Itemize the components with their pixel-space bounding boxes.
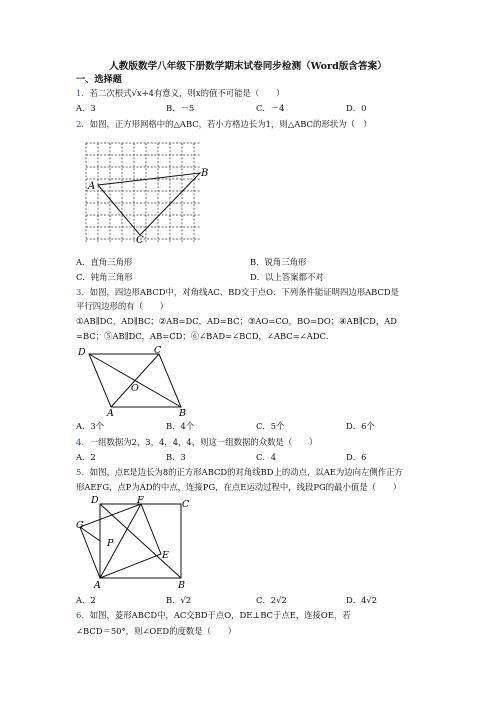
question-number: 2．	[76, 119, 90, 129]
option-b: B．－5	[166, 103, 195, 113]
q3-conditions-line2: =BC；⑤AB∥DC，AB=CD；⑥∠BAD=∠BCD，∠ABC=∠ADC．	[76, 331, 335, 341]
q5-options	[76, 594, 436, 606]
question-text-line1: 如图，菱形ABCD中，AC交BD于点O，DE⊥BC于点E，连接OE，若	[89, 610, 351, 620]
question-number: 3．	[76, 287, 90, 297]
option-b: B．锐角三角形	[250, 257, 307, 267]
label-o: O	[131, 383, 139, 394]
q1-options	[76, 102, 436, 114]
option-b: B．3	[166, 452, 186, 462]
question-5	[76, 466, 428, 478]
grid-triangle-figure	[84, 140, 214, 246]
question-text: 一组数据为2，3，4，4，4，则这一组数据的众数是（ ）	[89, 437, 318, 447]
option-c: C．5个	[256, 421, 285, 431]
question-text-line1: 如图，点E是边长为8的正方形ABCD的对角线BD上的动点，以AE为边向左侧作正方	[89, 467, 403, 477]
option-c: C．－4	[256, 103, 285, 113]
section-heading: 一、选择题	[76, 74, 122, 85]
option-a: A．直角三角形	[76, 257, 133, 267]
option-d: D．6个	[346, 421, 375, 431]
q2-options-row2	[76, 271, 436, 283]
question-5-line2: 形AEFG，点P为AD的中点，连接PG，在点E运动过程中，线段PG的最小值是（ ）	[76, 482, 402, 492]
question-3	[76, 286, 428, 298]
q3-options	[76, 420, 436, 432]
option-d: D．0	[346, 103, 367, 113]
label-a: A	[88, 181, 96, 192]
question-number: 5．	[76, 467, 90, 477]
label-e: E	[162, 550, 169, 561]
label-g: G	[76, 520, 84, 531]
option-a: A．3	[76, 103, 96, 113]
label-p: P	[107, 538, 114, 549]
option-a: A．2	[76, 595, 96, 605]
option-b: B．√2	[166, 595, 192, 605]
label-d: D	[91, 496, 99, 506]
option-c: C．4	[256, 452, 277, 462]
question-4	[76, 436, 428, 448]
label-c: C	[182, 499, 190, 510]
page-title: 人教版数学八年级下册数学期末试卷同步检测（Word版含答案）	[109, 61, 387, 72]
option-b: B．4个	[166, 421, 195, 431]
question-1	[76, 87, 428, 99]
option-d: D．6	[346, 452, 367, 462]
label-a: A	[94, 580, 101, 590]
label-c: C	[136, 235, 144, 246]
label-b: B	[201, 168, 209, 179]
q4-options	[76, 451, 436, 463]
label-f: F	[137, 496, 144, 506]
option-d: D．4√2	[346, 595, 378, 605]
question-number: 4．	[76, 437, 90, 447]
question-6	[76, 609, 428, 621]
label-c: C	[154, 345, 162, 356]
label-d: D	[78, 347, 86, 358]
option-a: A．2	[76, 452, 96, 462]
question-3-line2: 平行四边形的有（ ）	[76, 301, 169, 311]
question-6-line2: ∠BCD＝50°，则∠OED的度数是（ ）	[76, 626, 237, 636]
square-figure	[76, 496, 196, 590]
quadrilateral-figure	[76, 345, 196, 417]
question-text: 如图，正方形网格中的△ABC，若小方格边长为1，则△ABC的形状为（ ）	[89, 119, 372, 129]
q3-conditions-line1: ①AB∥DC，AD∥BC；②AB=DC，AD=BC；③AO=CO，BO=DO；④AB∥CD，AD	[76, 316, 397, 326]
question-number: 1．	[76, 88, 90, 98]
option-c: C．钝角三角形	[76, 272, 133, 282]
option-d: D．以上答案都不对	[250, 272, 324, 282]
question-2	[76, 118, 428, 130]
label-b: B	[179, 408, 186, 417]
label-a: A	[107, 408, 114, 417]
question-number: 6．	[76, 610, 90, 620]
triangle-abc	[98, 173, 200, 235]
option-c: C．2√2	[256, 595, 287, 605]
label-b: B	[178, 580, 185, 590]
option-a: A．3个	[76, 421, 105, 431]
question-text-line1: 如图，四边形ABCD中，对角线AC、BD交于点O．下列条件能证明四边形ABCD是	[89, 287, 399, 297]
question-text: 若二次根式√x+4有意义，则x的值不可能是（ ）	[89, 88, 285, 98]
q2-options-row1	[76, 256, 436, 268]
